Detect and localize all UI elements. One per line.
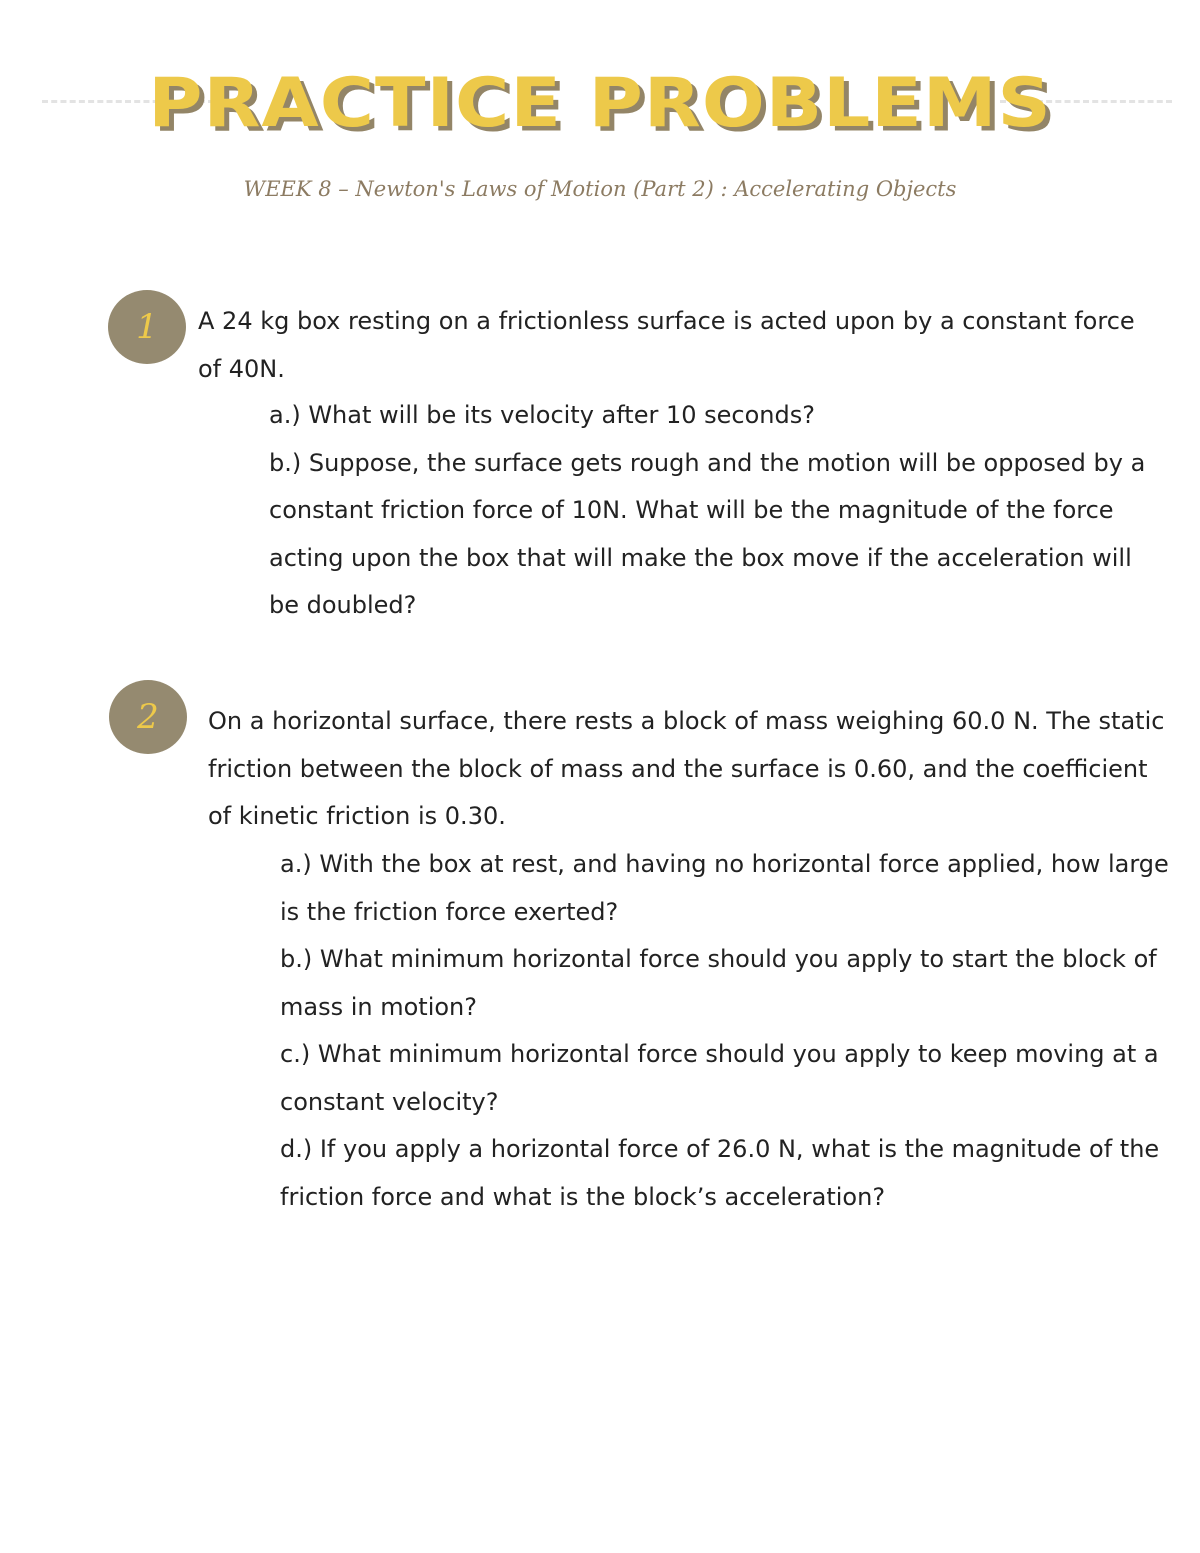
problem-2-parts [280,841,1170,1221]
problem-2-part-c: c.) What minimum horizontal force should you apply to keep moving at a constant velocity? [280,1040,1159,1116]
problem-2-part-a: a.) With the box at rest, and having no horizontal force applied, how large is the friction force exerted? [280,850,1169,926]
problem-2-part-b: b.) What minimum horizontal force should you apply to start the block of mass in motion? [280,945,1157,1021]
problem-1-stem: A 24 kg box resting on a frictionless surface is acted upon by a constant force of 40N. [198,307,1135,383]
problem-2-part-d: d.) If you apply a horizontal force of 26.0 N, what is the magnitude of the friction force and what is the block’s acceleration? [280,1135,1160,1211]
problem-number-badge: 1 [108,290,186,364]
problem-1-part-a: a.) What will be its velocity after 10 seconds? [269,401,815,429]
page-title: PRACTICE PROBLEMS [148,63,1052,143]
problem-number-badge: 2 [109,680,187,754]
problem-1-part-b: b.) Suppose, the surface gets rough and the motion will be opposed by a constant friction force of 10N. What will be the magnitude of the force acting upon the box that will make the box move if the acceleration will be doubled? [269,448,1146,619]
problem-2-stem: On a horizontal surface, there rests a block of mass weighing 60.0 N. The static friction between the block of mass and the surface is 0.60, and the coefficient of kinetic friction is 0.30. [208,707,1165,830]
problem-1-parts [269,392,1159,630]
page-subtitle: WEEK 8 – Newton's Laws of Motion (Part 2) : Accelerating Objects [243,177,957,201]
